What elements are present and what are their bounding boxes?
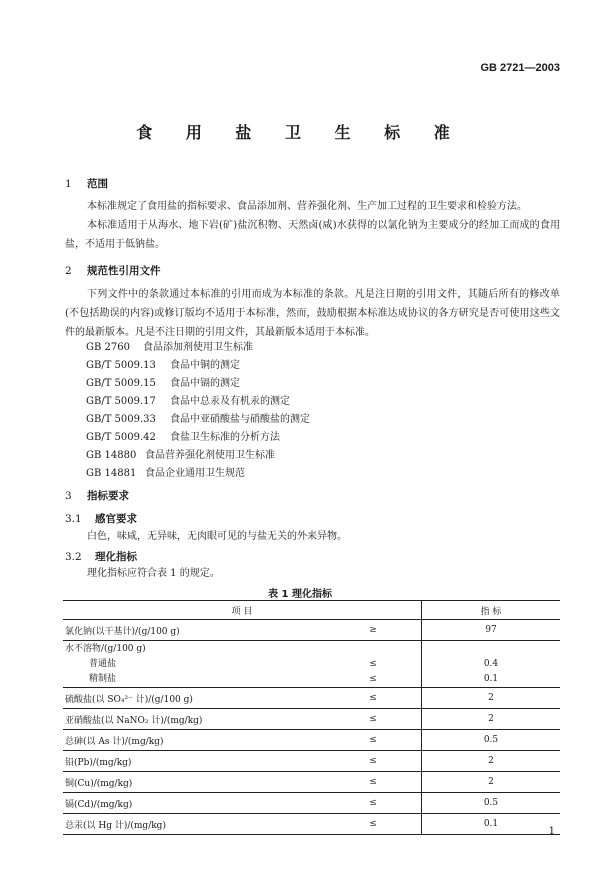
- section-2-heading: [65, 263, 161, 278]
- table-row: 氯化钠(以干基计)/(g/100 g) ≥ 97: [63, 620, 560, 641]
- section-1-heading: [65, 176, 108, 191]
- section-3-1-para: 白色，味咸，无异味，无肉眼可见的与盐无关的外来异物。: [87, 531, 347, 542]
- table-row: 水不溶物/(g/100 g) 普通盐 精制盐 ≤ ≤ 0.4 0.1: [63, 641, 560, 688]
- section-title: 指标要求: [87, 490, 129, 502]
- reference-item: GB/T 5009.33 食品中亚硝酸盐与硝酸盐的测定: [86, 414, 310, 425]
- reference-list: [86, 339, 310, 483]
- reference-item: GB 14881 食品企业通用卫生规范: [86, 468, 245, 479]
- section-title: 理化指标: [95, 551, 137, 563]
- standard-number: GB 2721—2003: [480, 62, 560, 74]
- table-header-row: [63, 601, 560, 620]
- section-number: 3: [65, 490, 72, 502]
- section-1-para-1: 本标准规定了食用盐的指标要求、食品添加剂、营养强化剂、生产加工过程的卫生要求和检验方法。: [87, 201, 527, 212]
- reference-item: GB/T 5009.15 食品中镉的测定: [86, 378, 240, 389]
- reference-item: GB/T 5009.17 食品中总汞及有机汞的测定: [86, 396, 290, 407]
- section-number: 3.2: [65, 551, 82, 563]
- section-title: 范围: [87, 178, 108, 190]
- section-3-2-para: 理化指标应符合表 1 的规定。: [87, 568, 220, 579]
- section-title: 规范性引用文件: [87, 265, 161, 277]
- section-number: 2: [65, 265, 72, 277]
- header-value: 指 标: [422, 601, 561, 620]
- reference-item: GB/T 5009.42 食盐卫生标准的分析方法: [86, 432, 280, 443]
- spec-table: [63, 600, 560, 835]
- table-row: 铅(Pb)/(mg/kg) ≤ 2: [63, 751, 560, 772]
- section-1-para-2: 本标准适用于从海水、地下岩(矿)盐沉积物、天然卤(咸)水获得的以氯化钠为主要成分的经加工而成的食用盐，不适用于低钠盐。: [65, 220, 560, 250]
- document-title: 食 用 盐 卫 生 标 准: [136, 123, 464, 142]
- reference-item: GB 2760 食品添加剂使用卫生标准: [86, 342, 253, 353]
- section-2-para: 下列文件中的条款通过本标准的引用而成为本标准的条款。凡是注日期的引用文件，其随后所有的修改单(不包括勘误的内容)或修订版均不适用于本标准，然而，鼓励根据本标准达成协议的各方研究是否可使用这些文件的最新版本。凡是不注日期的引用文件，其最新版本适用于本标准。: [65, 289, 560, 338]
- table-row: 亚硝酸盐(以 NaNO₂ 计)/(mg/kg) ≤ 2: [63, 709, 560, 730]
- table-row: 铜(Cu)/(mg/kg) ≤ 2: [63, 772, 560, 793]
- table-row: 硫酸盐(以 SO₄²⁻ 计)/(g/100 g) ≤ 2: [63, 688, 560, 709]
- reference-item: GB 14880 食品营养强化剂使用卫生标准: [86, 450, 275, 461]
- section-3-2-heading: [65, 549, 137, 564]
- section-3-1-heading: [65, 511, 137, 526]
- section-title: 感官要求: [95, 513, 137, 525]
- reference-item: GB/T 5009.13 食品中铜的测定: [86, 360, 240, 371]
- section-number: 3.1: [65, 513, 82, 525]
- header-item: 项 目: [63, 601, 422, 620]
- table-row: 总汞(以 Hg 计)/(mg/kg) ≤ 0.1: [63, 814, 560, 835]
- section-3-heading: [65, 488, 129, 503]
- table-row: 镉(Cd)/(mg/kg) ≤ 0.5: [63, 793, 560, 814]
- table-caption: 表 1 理化指标: [268, 589, 332, 600]
- section-number: 1: [65, 178, 72, 190]
- table-row: 总砷(以 As 计)/(mg/kg) ≤ 0.5: [63, 730, 560, 751]
- page-number: 1: [548, 826, 555, 837]
